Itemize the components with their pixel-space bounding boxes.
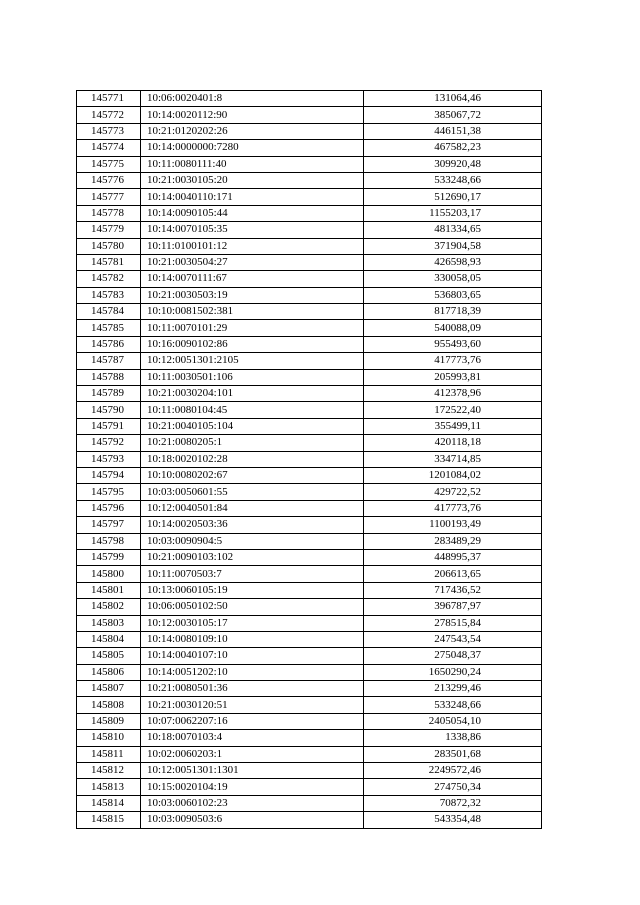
row-id-cell: 145775 — [77, 156, 141, 172]
amount-cell: 1155203,17 — [364, 205, 542, 221]
table-row — [77, 271, 542, 287]
amount-cell: 417773,76 — [364, 353, 542, 369]
row-id-cell: 145782 — [77, 271, 141, 287]
table-row — [77, 779, 542, 795]
amount-cell: 817718,39 — [364, 304, 542, 320]
table-row — [77, 533, 542, 549]
cadastral-code-cell: 10:21:0120202:26 — [141, 123, 364, 139]
cadastral-code-cell: 10:11:0030501:106 — [141, 369, 364, 385]
row-id-cell: 145781 — [77, 254, 141, 270]
cadastral-code-cell: 10:10:0080202:67 — [141, 467, 364, 483]
cadastral-code-cell: 10:14:0051202:10 — [141, 664, 364, 680]
cadastral-code-cell: 10:06:0020401:8 — [141, 91, 364, 107]
table-row — [77, 451, 542, 467]
row-id-cell: 145806 — [77, 664, 141, 680]
cadastral-code-cell: 10:14:0070111:67 — [141, 271, 364, 287]
cadastral-code-cell: 10:18:0070103:4 — [141, 730, 364, 746]
table-row — [77, 664, 542, 680]
table-row — [77, 435, 542, 451]
table-row — [77, 599, 542, 615]
table-row — [77, 287, 542, 303]
row-id-cell: 145786 — [77, 336, 141, 352]
amount-cell: 543354,48 — [364, 812, 542, 828]
amount-cell: 309920,48 — [364, 156, 542, 172]
amount-cell: 206613,65 — [364, 566, 542, 582]
row-id-cell: 145814 — [77, 795, 141, 811]
cadastral-code-cell: 10:14:0090105:44 — [141, 205, 364, 221]
amount-cell: 446151,38 — [364, 123, 542, 139]
table-row — [77, 631, 542, 647]
table-row — [77, 730, 542, 746]
row-id-cell: 145771 — [77, 91, 141, 107]
amount-cell: 1338,86 — [364, 730, 542, 746]
table-row — [77, 615, 542, 631]
cadastral-code-cell: 10:14:0020503:36 — [141, 517, 364, 533]
row-id-cell: 145798 — [77, 533, 141, 549]
row-id-cell: 145796 — [77, 500, 141, 516]
table-row — [77, 681, 542, 697]
table-row — [77, 91, 542, 107]
cadastral-code-cell: 10:21:0080205:1 — [141, 435, 364, 451]
cadastral-code-cell: 10:21:0030204:101 — [141, 386, 364, 402]
row-id-cell: 145783 — [77, 287, 141, 303]
row-id-cell: 145777 — [77, 189, 141, 205]
table-row — [77, 763, 542, 779]
table-row — [77, 549, 542, 565]
cadastral-code-cell: 10:21:0040105:104 — [141, 418, 364, 434]
amount-cell: 533248,66 — [364, 697, 542, 713]
row-id-cell: 145784 — [77, 304, 141, 320]
amount-cell: 448995,37 — [364, 549, 542, 565]
row-id-cell: 145812 — [77, 763, 141, 779]
cadastral-code-cell: 10:21:0030105:20 — [141, 172, 364, 188]
table-row — [77, 189, 542, 205]
cadastral-code-cell: 10:12:0051301:2105 — [141, 353, 364, 369]
row-id-cell: 145785 — [77, 320, 141, 336]
row-id-cell: 145808 — [77, 697, 141, 713]
table-row — [77, 336, 542, 352]
cadastral-code-cell: 10:11:0100101:12 — [141, 238, 364, 254]
cadastral-code-cell: 10:12:0040501:84 — [141, 500, 364, 516]
row-id-cell: 145791 — [77, 418, 141, 434]
amount-cell: 955493,60 — [364, 336, 542, 352]
row-id-cell: 145800 — [77, 566, 141, 582]
row-id-cell: 145787 — [77, 353, 141, 369]
amount-cell: 278515,84 — [364, 615, 542, 631]
table-row — [77, 222, 542, 238]
amount-cell: 2405054,10 — [364, 713, 542, 729]
table-row — [77, 746, 542, 762]
cadastral-code-cell: 10:11:0080111:40 — [141, 156, 364, 172]
amount-cell: 467582,23 — [364, 140, 542, 156]
cadastral-code-cell: 10:15:0020104:19 — [141, 779, 364, 795]
cadastral-code-cell: 10:14:0070105:35 — [141, 222, 364, 238]
amount-cell: 70872,32 — [364, 795, 542, 811]
row-id-cell: 145776 — [77, 172, 141, 188]
row-id-cell: 145790 — [77, 402, 141, 418]
row-id-cell: 145813 — [77, 779, 141, 795]
cadastral-code-cell: 10:21:0030503:19 — [141, 287, 364, 303]
amount-cell: 247543,54 — [364, 631, 542, 647]
amount-cell: 1650290,24 — [364, 664, 542, 680]
amount-cell: 355499,11 — [364, 418, 542, 434]
amount-cell: 417773,76 — [364, 500, 542, 516]
table-row — [77, 320, 542, 336]
cadastral-code-cell: 10:16:0090102:86 — [141, 336, 364, 352]
cadastral-code-cell: 10:07:0062207:16 — [141, 713, 364, 729]
row-id-cell: 145811 — [77, 746, 141, 762]
amount-cell: 420118,18 — [364, 435, 542, 451]
amount-cell: 385067,72 — [364, 107, 542, 123]
cadastral-code-cell: 10:11:0070503:7 — [141, 566, 364, 582]
amount-cell: 334714,85 — [364, 451, 542, 467]
row-id-cell: 145792 — [77, 435, 141, 451]
amount-cell: 274750,34 — [364, 779, 542, 795]
cadastral-code-cell: 10:03:0090904:5 — [141, 533, 364, 549]
table-row — [77, 156, 542, 172]
row-id-cell: 145778 — [77, 205, 141, 221]
row-id-cell: 145799 — [77, 549, 141, 565]
table-row — [77, 123, 542, 139]
cadastral-code-cell: 10:03:0060102:23 — [141, 795, 364, 811]
cadastral-code-cell: 10:12:0030105:17 — [141, 615, 364, 631]
cadastral-code-cell: 10:03:0050601:55 — [141, 484, 364, 500]
table-row — [77, 566, 542, 582]
cadastral-code-cell: 10:21:0080501:36 — [141, 681, 364, 697]
cadastral-code-cell: 10:21:0090103:102 — [141, 549, 364, 565]
amount-cell: 213299,46 — [364, 681, 542, 697]
amount-cell: 275048,37 — [364, 648, 542, 664]
table-row — [77, 205, 542, 221]
amount-cell: 283501,68 — [364, 746, 542, 762]
cadastral-code-cell: 10:14:0080109:10 — [141, 631, 364, 647]
table-row — [77, 500, 542, 516]
cadastral-code-cell: 10:21:0030504:27 — [141, 254, 364, 270]
amount-cell: 426598,93 — [364, 254, 542, 270]
amount-cell: 429722,52 — [364, 484, 542, 500]
row-id-cell: 145794 — [77, 467, 141, 483]
table-row — [77, 353, 542, 369]
cadastral-code-cell: 10:14:0020112:90 — [141, 107, 364, 123]
table-row — [77, 467, 542, 483]
amount-cell: 717436,52 — [364, 582, 542, 598]
row-id-cell: 145789 — [77, 386, 141, 402]
table-row — [77, 238, 542, 254]
cadastral-code-cell: 10:03:0090503:6 — [141, 812, 364, 828]
row-id-cell: 145803 — [77, 615, 141, 631]
row-id-cell: 145815 — [77, 812, 141, 828]
table-row — [77, 107, 542, 123]
amount-cell: 533248,66 — [364, 172, 542, 188]
cadastral-code-cell: 10:06:0050102:50 — [141, 599, 364, 615]
amount-cell: 330058,05 — [364, 271, 542, 287]
amount-cell: 536803,65 — [364, 287, 542, 303]
table-row — [77, 648, 542, 664]
table-row — [77, 418, 542, 434]
amount-cell: 131064,46 — [364, 91, 542, 107]
cadastral-code-cell: 10:12:0051301:1301 — [141, 763, 364, 779]
table-row — [77, 386, 542, 402]
amount-cell: 412378,96 — [364, 386, 542, 402]
row-id-cell: 145780 — [77, 238, 141, 254]
row-id-cell: 145779 — [77, 222, 141, 238]
cadastral-code-cell: 10:14:0000000:7280 — [141, 140, 364, 156]
table-row — [77, 304, 542, 320]
amount-cell: 283489,29 — [364, 533, 542, 549]
amount-cell: 540088,09 — [364, 320, 542, 336]
cadastral-code-cell: 10:02:0060203:1 — [141, 746, 364, 762]
amount-cell: 2249572,46 — [364, 763, 542, 779]
row-id-cell: 145772 — [77, 107, 141, 123]
row-id-cell: 145773 — [77, 123, 141, 139]
cadastral-code-cell: 10:14:0040110:171 — [141, 189, 364, 205]
cadastral-code-cell: 10:14:0040107:10 — [141, 648, 364, 664]
row-id-cell: 145809 — [77, 713, 141, 729]
table-row — [77, 369, 542, 385]
data-table — [76, 90, 542, 829]
cadastral-code-cell: 10:11:0080104:45 — [141, 402, 364, 418]
table-body — [77, 91, 542, 829]
table-row — [77, 812, 542, 828]
row-id-cell: 145802 — [77, 599, 141, 615]
row-id-cell: 145807 — [77, 681, 141, 697]
cadastral-code-cell: 10:21:0030120:51 — [141, 697, 364, 713]
row-id-cell: 145795 — [77, 484, 141, 500]
amount-cell: 172522,40 — [364, 402, 542, 418]
amount-cell: 1201084,02 — [364, 467, 542, 483]
table-row — [77, 402, 542, 418]
row-id-cell: 145797 — [77, 517, 141, 533]
table-row — [77, 517, 542, 533]
amount-cell: 205993,81 — [364, 369, 542, 385]
table-row — [77, 795, 542, 811]
table-row — [77, 172, 542, 188]
row-id-cell: 145805 — [77, 648, 141, 664]
row-id-cell: 145804 — [77, 631, 141, 647]
table-row — [77, 254, 542, 270]
amount-cell: 371904,58 — [364, 238, 542, 254]
row-id-cell: 145801 — [77, 582, 141, 598]
table-row — [77, 140, 542, 156]
row-id-cell: 145788 — [77, 369, 141, 385]
cadastral-code-cell: 10:18:0020102:28 — [141, 451, 364, 467]
row-id-cell: 145810 — [77, 730, 141, 746]
row-id-cell: 145793 — [77, 451, 141, 467]
table-row — [77, 484, 542, 500]
amount-cell: 396787,97 — [364, 599, 542, 615]
amount-cell: 481334,65 — [364, 222, 542, 238]
cadastral-code-cell: 10:11:0070101:29 — [141, 320, 364, 336]
row-id-cell: 145774 — [77, 140, 141, 156]
table-row — [77, 697, 542, 713]
amount-cell: 512690,17 — [364, 189, 542, 205]
amount-cell: 1100193,49 — [364, 517, 542, 533]
cadastral-code-cell: 10:10:0081502:381 — [141, 304, 364, 320]
table-row — [77, 582, 542, 598]
cadastral-code-cell: 10:13:0060105:19 — [141, 582, 364, 598]
table-row — [77, 713, 542, 729]
